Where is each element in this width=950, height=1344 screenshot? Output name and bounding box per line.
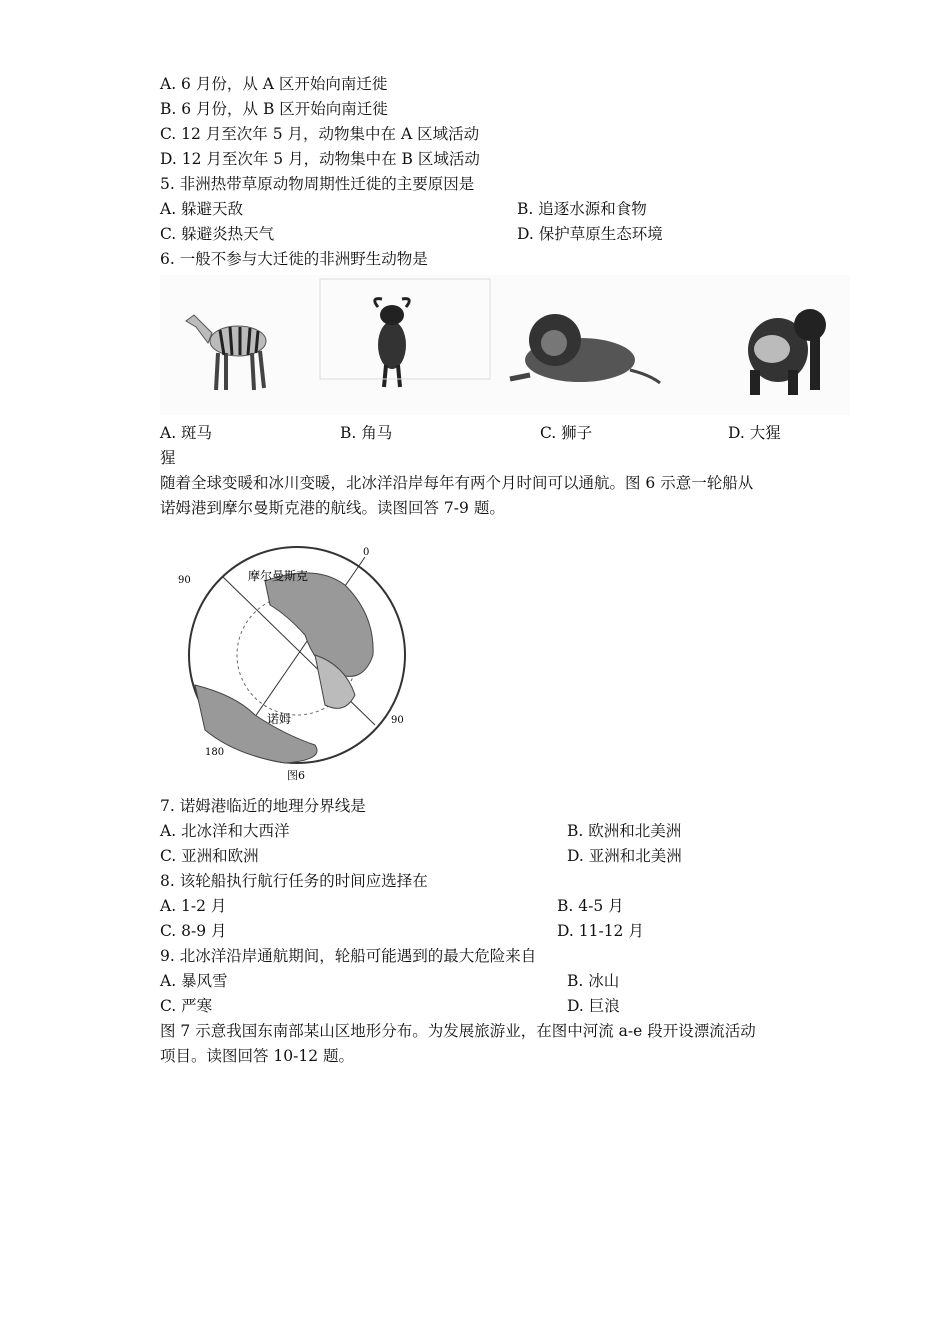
intro-10-12-line1: 图 7 示意我国东南部某山区地形分布。为发展旅游业，在图中河流 a-e 段开设漂流活动 (160, 1022, 756, 1040)
q6-option-d: D. 大猩 (728, 424, 781, 442)
q8-option-c: C. 8-9 月 (160, 922, 227, 940)
map-degree-0: 0 (363, 547, 370, 558)
map-caption: 图6 (287, 769, 305, 782)
q7-stem: 7. 诺姆港临近的地理分界线是 (160, 797, 366, 815)
q5-option-b: B. 追逐水源和食物 (517, 200, 647, 218)
map-label-nome: 诺姆 (267, 712, 292, 726)
q8-option-b: B. 4-5 月 (557, 897, 624, 915)
q4-option-a: A. 6 月份，从 A 区开始向南迁徙 (160, 75, 388, 93)
q6-stem: 6. 一般不参与大迁徙的非洲野生动物是 (160, 250, 428, 268)
q9-option-b: B. 冰山 (567, 972, 620, 990)
q5-option-c: C. 躲避炎热天气 (160, 225, 275, 243)
q4-option-d: D. 12 月至次年 5 月，动物集中在 B 区域活动 (160, 150, 480, 168)
q5-option-d: D. 保护草原生态环境 (517, 225, 663, 243)
q6-option-d-wrap: 猩 (160, 449, 176, 467)
q4-option-b: B. 6 月份，从 B 区开始向南迁徙 (160, 100, 388, 118)
q5-option-a: A. 躲避天敌 (160, 200, 244, 218)
intro-7-9-line2: 诺姆港到摩尔曼斯克港的航线。读图回答 7-9 题。 (160, 499, 505, 517)
map-label-murmansk: 摩尔曼斯克 (248, 569, 309, 583)
q7-option-c: C. 亚洲和欧洲 (160, 847, 259, 865)
map-degree-180: 180 (205, 747, 225, 758)
q4-option-c: C. 12 月至次年 5 月，动物集中在 A 区域活动 (160, 125, 480, 143)
q9-stem: 9. 北冰洋沿岸通航期间，轮船可能遇到的最大危险来自 (160, 947, 537, 965)
q7-option-b: B. 欧洲和北美洲 (567, 822, 682, 840)
q8-stem: 8. 该轮船执行航行任务的时间应选择在 (160, 872, 428, 890)
q6-option-b: B. 角马 (340, 424, 393, 442)
intro-10-12-line2: 项目。读图回答 10-12 题。 (160, 1047, 355, 1065)
q6-option-a: A. 斑马 (160, 424, 213, 442)
arctic-route-map (175, 545, 420, 785)
q8-option-a: A. 1-2 月 (160, 897, 227, 915)
map-degree-90w: 90 (178, 575, 191, 586)
q9-option-a: A. 暴风雪 (160, 972, 228, 990)
q7-option-d: D. 亚洲和北美洲 (567, 847, 682, 865)
animal-photo-strip (160, 275, 850, 415)
q9-option-d: D. 巨浪 (567, 997, 620, 1015)
intro-7-9-line1: 随着全球变暖和冰川变暖，北冰洋沿岸每年有两个月时间可以通航。图 6 示意一轮船从 (160, 474, 754, 492)
map-degree-90e: 90 (391, 715, 404, 726)
q9-option-c: C. 严寒 (160, 997, 213, 1015)
q8-option-d: D. 11-12 月 (557, 922, 644, 940)
q7-option-a: A. 北冰洋和大西洋 (160, 822, 290, 840)
q5-stem: 5. 非洲热带草原动物周期性迁徙的主要原因是 (160, 175, 475, 193)
q6-option-c: C. 狮子 (540, 424, 593, 442)
